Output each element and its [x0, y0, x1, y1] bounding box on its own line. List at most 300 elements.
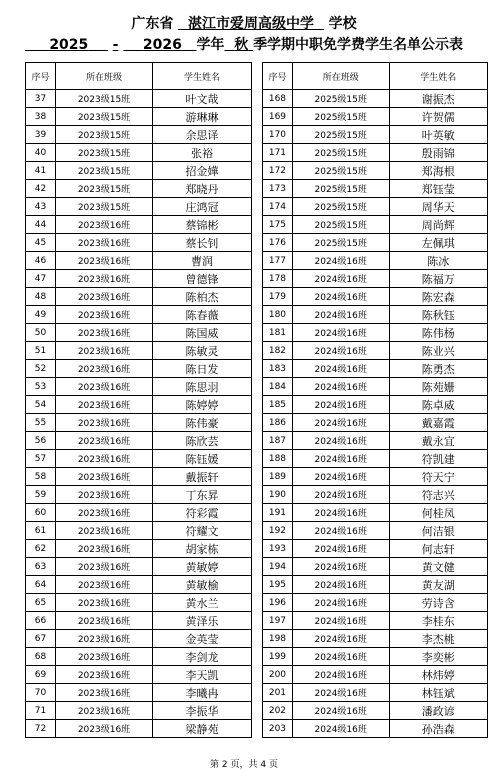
row-class: 2024级16班: [292, 630, 389, 648]
row-class: 2024级16班: [292, 486, 389, 504]
row-class: 2025级15班: [292, 162, 389, 180]
table-row: [26, 666, 252, 684]
row-index: 63: [26, 558, 56, 576]
row-index: 58: [26, 468, 56, 486]
row-class: 2023级16班: [56, 216, 153, 234]
row-class: 2023级16班: [56, 288, 153, 306]
row-student-name: 郑海根: [389, 162, 487, 180]
row-class: 2023级16班: [56, 306, 153, 324]
row-student-name: 陈伟豪: [153, 414, 252, 432]
row-index: 194: [263, 558, 293, 576]
table-row: [263, 576, 488, 594]
row-class: 2024级16班: [292, 666, 389, 684]
row-class: 2024级16班: [292, 594, 389, 612]
row-student-name: 蔡长钊: [153, 234, 252, 252]
row-index: 49: [26, 306, 56, 324]
row-class: 2024级16班: [292, 720, 389, 738]
row-student-name: 陈勇杰: [389, 360, 487, 378]
row-class: 2025级15班: [292, 234, 389, 252]
row-student-name: 符耀文: [153, 522, 252, 540]
table-row: [26, 576, 252, 594]
row-student-name: 戴永宜: [389, 432, 487, 450]
row-class: 2023级16班: [56, 648, 153, 666]
row-class: 2024级16班: [292, 252, 389, 270]
row-index: 183: [263, 360, 293, 378]
table-row: [26, 558, 252, 576]
row-index: 178: [263, 270, 293, 288]
row-student-name: 叶文哉: [153, 90, 252, 108]
row-student-name: 李桂东: [389, 612, 487, 630]
row-class: 2023级16班: [56, 378, 153, 396]
row-class: 2023级16班: [56, 414, 153, 432]
row-index: 51: [26, 342, 56, 360]
table-row: [26, 180, 252, 198]
row-class: 2025级15班: [292, 198, 389, 216]
table-row: [263, 252, 488, 270]
table-row: [26, 504, 252, 522]
row-index: 176: [263, 234, 293, 252]
row-student-name: 蔡锦彬: [153, 216, 252, 234]
row-class: 2023级15班: [56, 126, 153, 144]
row-student-name: 符凯建: [389, 450, 487, 468]
row-class: 2025级15班: [292, 126, 389, 144]
row-index: 42: [26, 180, 56, 198]
row-student-name: 陈伟杨: [389, 324, 487, 342]
row-class: 2023级16班: [56, 576, 153, 594]
row-index: 66: [26, 612, 56, 630]
row-student-name: 招金嬅: [153, 162, 252, 180]
row-index: 41: [26, 162, 56, 180]
table-row: [26, 396, 252, 414]
row-class: 2023级16班: [56, 540, 153, 558]
table-row: [263, 684, 488, 702]
title-line-1: [0, 13, 488, 33]
row-student-name: 陈苑姗: [389, 378, 487, 396]
row-student-name: 戴振轩: [153, 468, 252, 486]
row-index: 59: [26, 486, 56, 504]
table-row: [263, 180, 488, 198]
table-row: [26, 702, 252, 720]
row-index: 185: [263, 396, 293, 414]
title-line-2: [0, 34, 488, 54]
row-index: 56: [26, 432, 56, 450]
table-row: [26, 612, 252, 630]
row-index: 199: [263, 648, 293, 666]
row-index: 43: [26, 198, 56, 216]
row-student-name: 梁静苑: [153, 720, 252, 738]
title-term: 秋: [234, 37, 249, 53]
row-index: 68: [26, 648, 56, 666]
row-student-name: 陈欣芸: [153, 432, 252, 450]
row-class: 2023级15班: [56, 90, 153, 108]
row-index: 61: [26, 522, 56, 540]
table-row: [263, 288, 488, 306]
row-index: 182: [263, 342, 293, 360]
table-row: [263, 414, 488, 432]
row-class: 2023级16班: [56, 720, 153, 738]
row-class: 2023级16班: [56, 252, 153, 270]
row-class: 2024级16班: [292, 396, 389, 414]
row-student-name: 戴嘉霞: [389, 414, 487, 432]
row-index: 72: [26, 720, 56, 738]
table-row: [263, 144, 488, 162]
table-row: [263, 306, 488, 324]
table-row: [263, 324, 488, 342]
row-class: 2024级16班: [292, 612, 389, 630]
table-row: [263, 216, 488, 234]
row-class: 2024级16班: [292, 648, 389, 666]
row-student-name: 周华天: [389, 198, 487, 216]
table-row: [26, 324, 252, 342]
table-row: [26, 486, 252, 504]
row-student-name: 陈春薇: [153, 306, 252, 324]
row-index: 200: [263, 666, 293, 684]
row-student-name: 谢振杰: [389, 90, 487, 108]
row-student-name: 黄文健: [389, 558, 487, 576]
table-row: [26, 630, 252, 648]
row-class: 2023级16班: [56, 234, 153, 252]
right-name-table: [262, 62, 488, 738]
row-index: 196: [263, 594, 293, 612]
row-index: 54: [26, 396, 56, 414]
table-row: [26, 684, 252, 702]
table-row: [263, 432, 488, 450]
row-class: 2025级15班: [292, 144, 389, 162]
row-index: 193: [263, 540, 293, 558]
row-student-name: 李剑龙: [153, 648, 252, 666]
row-class: 2025级15班: [292, 216, 389, 234]
row-student-name: 何洁银: [389, 522, 487, 540]
row-index: 44: [26, 216, 56, 234]
row-index: 47: [26, 270, 56, 288]
table-row: [26, 126, 252, 144]
row-index: 71: [26, 702, 56, 720]
row-student-name: 陈宏森: [389, 288, 487, 306]
row-index: 39: [26, 126, 56, 144]
table-row: [263, 234, 488, 252]
row-student-name: 陈卓威: [389, 396, 487, 414]
row-class: 2024级16班: [292, 432, 389, 450]
table-row: [263, 396, 488, 414]
row-student-name: 叶英敏: [389, 126, 487, 144]
table-row: [26, 108, 252, 126]
row-student-name: 张裕: [153, 144, 252, 162]
row-student-name: 陈钰媛: [153, 450, 252, 468]
table-row: [26, 252, 252, 270]
row-student-name: 陈敏灵: [153, 342, 252, 360]
row-class: 2024级16班: [292, 342, 389, 360]
row-student-name: 林炜婷: [389, 666, 487, 684]
table-row: [26, 342, 252, 360]
row-class: 2024级16班: [292, 576, 389, 594]
row-student-name: 符彩霞: [153, 504, 252, 522]
row-student-name: 庄鸿冠: [153, 198, 252, 216]
row-student-name: 殷雨锦: [389, 144, 487, 162]
row-student-name: 李天凯: [153, 666, 252, 684]
row-student-name: 郑晓丹: [153, 180, 252, 198]
row-index: 57: [26, 450, 56, 468]
row-student-name: 何桂凤: [389, 504, 487, 522]
table-row: [26, 594, 252, 612]
table-row: [26, 648, 252, 666]
row-student-name: 何志轩: [389, 540, 487, 558]
row-student-name: 余思译: [153, 126, 252, 144]
row-index: 189: [263, 468, 293, 486]
table-row: [26, 288, 252, 306]
row-index: 174: [263, 198, 293, 216]
row-index: 70: [26, 684, 56, 702]
row-class: 2024级16班: [292, 324, 389, 342]
row-class: 2023级16班: [56, 522, 153, 540]
row-class: 2023级15班: [56, 198, 153, 216]
row-class: 2023级16班: [56, 558, 153, 576]
header-name: 学生姓名: [389, 63, 487, 90]
row-class: 2023级16班: [56, 270, 153, 288]
table-row: [26, 198, 252, 216]
table-row: [26, 360, 252, 378]
row-class: 2023级15班: [56, 144, 153, 162]
row-index: 203: [263, 720, 293, 738]
row-class: 2023级16班: [56, 702, 153, 720]
row-class: 2024级16班: [292, 468, 389, 486]
header-row: [263, 63, 488, 90]
row-student-name: 黄泽乐: [153, 612, 252, 630]
row-class: 2024级16班: [292, 504, 389, 522]
row-student-name: 胡家栋: [153, 540, 252, 558]
row-student-name: 陈国威: [153, 324, 252, 342]
title-year-start: 2025: [49, 37, 89, 53]
row-class: 2023级16班: [56, 450, 153, 468]
row-index: 45: [26, 234, 56, 252]
row-class: 2023级16班: [56, 342, 153, 360]
row-class: 2024级16班: [292, 270, 389, 288]
row-student-name: 李杰桃: [389, 630, 487, 648]
row-index: 46: [26, 252, 56, 270]
header-row: [26, 63, 252, 90]
row-class: 2024级16班: [292, 288, 389, 306]
row-class: 2025级15班: [292, 108, 389, 126]
table-row: [263, 450, 488, 468]
row-student-name: 李曦冉: [153, 684, 252, 702]
row-index: 190: [263, 486, 293, 504]
table-row: [263, 522, 488, 540]
header-name: 学生姓名: [153, 63, 252, 90]
left-name-table: [25, 62, 252, 738]
row-index: 197: [263, 612, 293, 630]
row-student-name: 陈婷婷: [153, 396, 252, 414]
table-row: [26, 306, 252, 324]
row-index: 38: [26, 108, 56, 126]
row-class: 2023级15班: [56, 162, 153, 180]
row-index: 48: [26, 288, 56, 306]
table-row: [26, 234, 252, 252]
title-city-school: 湛江市爱周高级中学: [188, 16, 314, 32]
table-row: [26, 450, 252, 468]
row-class: 2023级16班: [56, 666, 153, 684]
table-row: [263, 468, 488, 486]
header-class: 所在班级: [56, 63, 153, 90]
row-index: 186: [263, 414, 293, 432]
table-row: [26, 540, 252, 558]
title-province: 广东省: [131, 16, 174, 32]
table-row: [26, 414, 252, 432]
row-class: 2024级16班: [292, 360, 389, 378]
title-year-end: 2026: [142, 37, 182, 53]
row-class: 2024级16班: [292, 306, 389, 324]
row-index: 181: [263, 324, 293, 342]
row-index: 55: [26, 414, 56, 432]
row-student-name: 陈福万: [389, 270, 487, 288]
row-student-name: 陈日发: [153, 360, 252, 378]
row-student-name: 符天宁: [389, 468, 487, 486]
row-index: 67: [26, 630, 56, 648]
row-class: 2024级16班: [292, 540, 389, 558]
row-index: 62: [26, 540, 56, 558]
table-row: [26, 144, 252, 162]
table-row: [263, 504, 488, 522]
row-index: 175: [263, 216, 293, 234]
table-row: [26, 162, 252, 180]
row-class: 2025级15班: [292, 90, 389, 108]
row-index: 171: [263, 144, 293, 162]
row-class: 2024级16班: [292, 684, 389, 702]
row-index: 50: [26, 324, 56, 342]
row-index: 69: [26, 666, 56, 684]
table-row: [263, 648, 488, 666]
row-index: 170: [263, 126, 293, 144]
row-class: 2023级15班: [56, 180, 153, 198]
row-student-name: 陈柏杰: [153, 288, 252, 306]
row-class: 2023级16班: [56, 630, 153, 648]
table-row: [263, 666, 488, 684]
table-row: [26, 378, 252, 396]
table-row: [26, 522, 252, 540]
table-row: [263, 270, 488, 288]
table-row: [26, 720, 252, 738]
page-footer: 第 2 页，共 4 页: [210, 760, 278, 770]
table-row: [263, 126, 488, 144]
row-class: 2023级16班: [56, 468, 153, 486]
row-index: 184: [263, 378, 293, 396]
row-index: 169: [263, 108, 293, 126]
row-student-name: 林钰斌: [389, 684, 487, 702]
row-student-name: 黄敏婷: [153, 558, 252, 576]
table-row: [263, 612, 488, 630]
row-student-name: 陈秋钰: [389, 306, 487, 324]
row-class: 2024级16班: [292, 414, 389, 432]
row-class: 2023级16班: [56, 684, 153, 702]
row-student-name: 陈业兴: [389, 342, 487, 360]
row-index: 37: [26, 90, 56, 108]
row-index: 192: [263, 522, 293, 540]
row-index: 53: [26, 378, 56, 396]
table-row: [263, 108, 488, 126]
row-index: 168: [263, 90, 293, 108]
row-class: 2023级16班: [56, 360, 153, 378]
row-student-name: 曹润: [153, 252, 252, 270]
row-class: 2023级16班: [56, 612, 153, 630]
row-index: 60: [26, 504, 56, 522]
row-class: 2024级16班: [292, 522, 389, 540]
row-index: 191: [263, 504, 293, 522]
row-student-name: 金英莹: [153, 630, 252, 648]
row-student-name: 李奕彬: [389, 648, 487, 666]
row-class: 2024级16班: [292, 378, 389, 396]
table-row: [263, 90, 488, 108]
table-row: [26, 90, 252, 108]
table-row: [26, 270, 252, 288]
row-student-name: 潘政谚: [389, 702, 487, 720]
row-class: 2025级15班: [292, 180, 389, 198]
table-row: [263, 162, 488, 180]
row-class: 2024级16班: [292, 558, 389, 576]
title-tail: 季学期中职免学费学生名单公示表: [253, 37, 464, 53]
row-student-name: 陈思羽: [153, 378, 252, 396]
row-index: 180: [263, 306, 293, 324]
row-class: 2023级16班: [56, 504, 153, 522]
row-student-name: 许贺儒: [389, 108, 487, 126]
row-index: 177: [263, 252, 293, 270]
table-row: [26, 468, 252, 486]
row-class: 2023级16班: [56, 324, 153, 342]
row-student-name: 黄友湖: [389, 576, 487, 594]
row-class: 2023级16班: [56, 396, 153, 414]
header-index: 序号: [263, 63, 293, 90]
row-student-name: 左佩琪: [389, 234, 487, 252]
row-index: 201: [263, 684, 293, 702]
row-index: 172: [263, 162, 293, 180]
row-index: 40: [26, 144, 56, 162]
row-index: 187: [263, 432, 293, 450]
row-student-name: 黄水兰: [153, 594, 252, 612]
title-suffix: 学校: [328, 16, 357, 32]
table-row: [263, 360, 488, 378]
row-student-name: 丁东昇: [153, 486, 252, 504]
row-student-name: 郑钰莹: [389, 180, 487, 198]
row-student-name: 李振华: [153, 702, 252, 720]
row-class: 2023级16班: [56, 486, 153, 504]
header-index: 序号: [26, 63, 56, 90]
row-class: 2023级16班: [56, 432, 153, 450]
row-index: 198: [263, 630, 293, 648]
title-mid: 学年: [196, 37, 225, 53]
row-class: 2024级16班: [292, 450, 389, 468]
table-row: [263, 540, 488, 558]
row-index: 65: [26, 594, 56, 612]
table-row: [263, 378, 488, 396]
row-student-name: 黄敏榆: [153, 576, 252, 594]
row-index: 202: [263, 702, 293, 720]
header-class: 所在班级: [292, 63, 389, 90]
row-index: 179: [263, 288, 293, 306]
row-index: 173: [263, 180, 293, 198]
table-row: [263, 720, 488, 738]
table-row: [26, 216, 252, 234]
table-row: [263, 198, 488, 216]
row-index: 52: [26, 360, 56, 378]
title-dash: -: [112, 37, 119, 53]
row-student-name: 孙浩森: [389, 720, 487, 738]
table-row: [263, 630, 488, 648]
table-row: [263, 486, 488, 504]
row-class: 2024级16班: [292, 702, 389, 720]
table-row: [263, 702, 488, 720]
row-student-name: 劳诗含: [389, 594, 487, 612]
row-student-name: 曾德锋: [153, 270, 252, 288]
table-row: [263, 594, 488, 612]
row-student-name: 周尚辉: [389, 216, 487, 234]
table-row: [26, 432, 252, 450]
